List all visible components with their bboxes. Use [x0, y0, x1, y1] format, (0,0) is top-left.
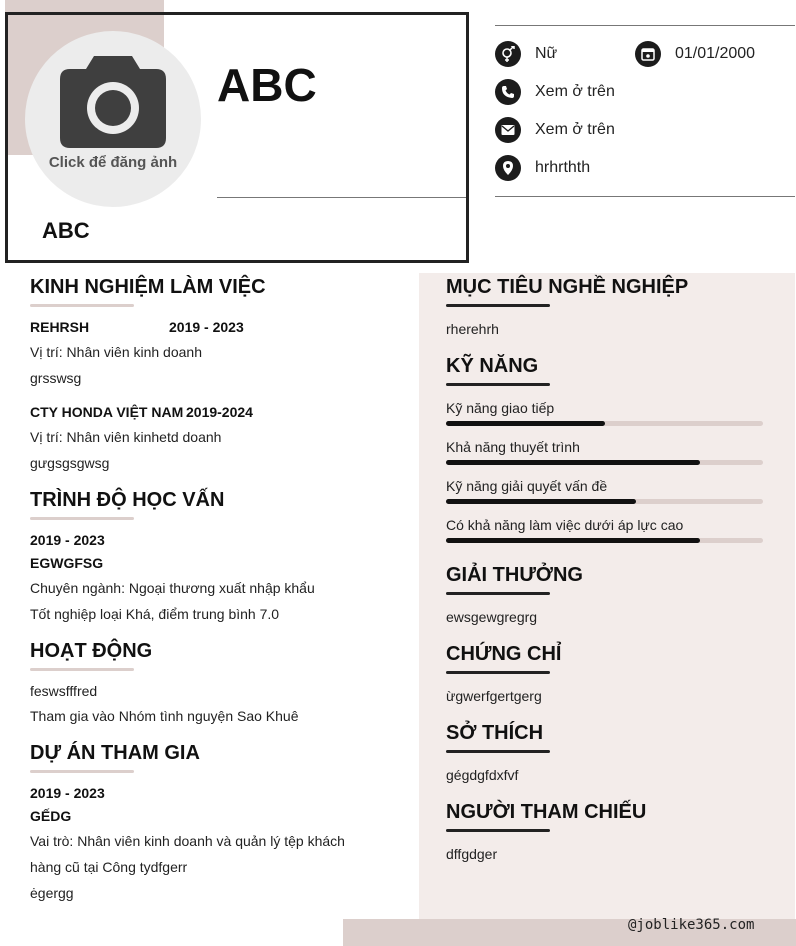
skill-name[interactable]: Kỹ năng giao tiếp: [446, 400, 555, 416]
project-role-line1[interactable]: Vai trò: Nhân viên kinh doanh và quản lý tệp khách: [30, 833, 345, 849]
exp2-position[interactable]: Vị trí: Nhân viên kinhetd doanh: [30, 429, 222, 445]
activities-underline: [30, 668, 134, 671]
skill-bar: [446, 460, 763, 465]
project-desc[interactable]: ėgergg: [30, 885, 74, 901]
references-underline: [446, 829, 550, 832]
certificates-underline: [446, 671, 550, 674]
skill-bar-fill: [446, 460, 700, 465]
education-school[interactable]: EGWGFSG: [30, 555, 104, 571]
skill-bar: [446, 538, 763, 543]
phone-icon: [495, 79, 521, 105]
exp1-company[interactable]: REHRSH: [30, 319, 90, 335]
skills-underline: [446, 383, 550, 386]
awards-underline: [446, 592, 550, 595]
exp1-desc[interactable]: grsswsg: [30, 370, 82, 386]
calendar-icon: [635, 41, 661, 67]
skill-bar-fill: [446, 499, 636, 504]
objective-text[interactable]: rherehrh: [446, 321, 499, 337]
references-text[interactable]: dffgdger: [446, 846, 498, 862]
skill-name[interactable]: Khả năng thuyết trình: [446, 439, 580, 455]
education-period[interactable]: 2019 - 2023: [30, 532, 105, 548]
address-value: hrhrthth: [535, 159, 591, 176]
hobbies-text[interactable]: gégdgfdxfvf: [446, 767, 519, 783]
camera-icon: [60, 56, 166, 148]
header-divider: [217, 197, 466, 198]
contact-phone[interactable]: [495, 79, 615, 105]
avatar-caption: Click để đăng ảnh: [48, 154, 178, 171]
certificates-text[interactable]: ừgwerfgertgerg: [446, 688, 542, 704]
skill-bar-fill: [446, 421, 605, 426]
activities-title: HOẠT ĐỘNG: [30, 640, 153, 662]
objective-title: MỤC TIÊU NGHỀ NGHIỆP: [446, 276, 689, 298]
education-grade[interactable]: Tốt nghiệp loại Khá, điểm trung bình 7.0: [30, 606, 280, 622]
certificates-title: CHỨNG CHỈ: [446, 643, 562, 665]
projects-underline: [30, 770, 134, 773]
exp1-position[interactable]: Vị trí: Nhân viên kinh doanh: [30, 344, 202, 360]
skills-title: KỸ NĂNG: [446, 355, 539, 377]
skill-bar: [446, 499, 763, 504]
skill-bar-fill: [446, 538, 700, 543]
skill-name[interactable]: Kỹ năng giải quyết vấn đề: [446, 478, 608, 494]
birthday-value: 01/01/2000: [675, 45, 756, 62]
mail-icon: [495, 117, 521, 143]
watermark: @joblike365.com: [628, 917, 755, 933]
project-role-line2[interactable]: hàng cũ tại Công tydfgerr: [30, 859, 188, 875]
contact-email[interactable]: [495, 117, 615, 143]
exp2-period[interactable]: 2019-2024: [186, 404, 253, 420]
skill-bar: [446, 421, 763, 426]
location-icon: [495, 155, 521, 181]
exp2-company[interactable]: CTY HONDA VIỆT NAM: [30, 404, 184, 420]
contact-gender[interactable]: [495, 41, 557, 67]
gender-value: Nữ: [535, 45, 558, 62]
activities-line1[interactable]: feswsfffred: [30, 683, 98, 699]
objective-underline: [446, 304, 550, 307]
projects-title: DỰ ÁN THAM GIA: [30, 742, 200, 764]
skill-name[interactable]: Có khả năng làm việc dưới áp lực cao: [446, 517, 684, 533]
gender-icon: [495, 41, 521, 67]
hobbies-underline: [446, 750, 550, 753]
contact-bottom-divider: [495, 196, 795, 197]
phone-value: Xem ở trên: [535, 83, 615, 100]
experience-title: KINH NGHIỆM LÀM VIỆC: [30, 276, 266, 298]
contact-top-divider: [495, 25, 795, 26]
exp1-period[interactable]: 2019 - 2023: [169, 319, 244, 335]
education-title: TRÌNH ĐỘ HỌC VẤN: [30, 489, 225, 511]
awards-text[interactable]: ewsgewgregrg: [446, 609, 538, 625]
contact-birthday[interactable]: [635, 41, 755, 67]
references-title: NGƯỜI THAM CHIẾU: [446, 801, 647, 823]
avatar-upload[interactable]: [25, 31, 201, 207]
candidate-subtitle[interactable]: ABC: [42, 218, 90, 243]
hobbies-title: SỞ THÍCH: [446, 722, 544, 744]
education-underline: [30, 517, 134, 520]
awards-title: GIẢI THƯỞNG: [446, 564, 583, 586]
experience-underline: [30, 304, 134, 307]
contact-address[interactable]: [495, 155, 590, 181]
exp2-desc[interactable]: gưgsgsgwsg: [30, 455, 110, 471]
project-period[interactable]: 2019 - 2023: [30, 785, 105, 801]
project-name[interactable]: GẾDG: [30, 808, 72, 824]
education-major[interactable]: Chuyên ngành: Ngoại thương xuất nhập khẩu: [30, 580, 315, 596]
email-value: Xem ở trên: [535, 121, 615, 138]
activities-line2[interactable]: Tham gia vào Nhóm tình nguyện Sao Khuê: [30, 708, 299, 724]
candidate-name[interactable]: ABC: [217, 59, 317, 111]
